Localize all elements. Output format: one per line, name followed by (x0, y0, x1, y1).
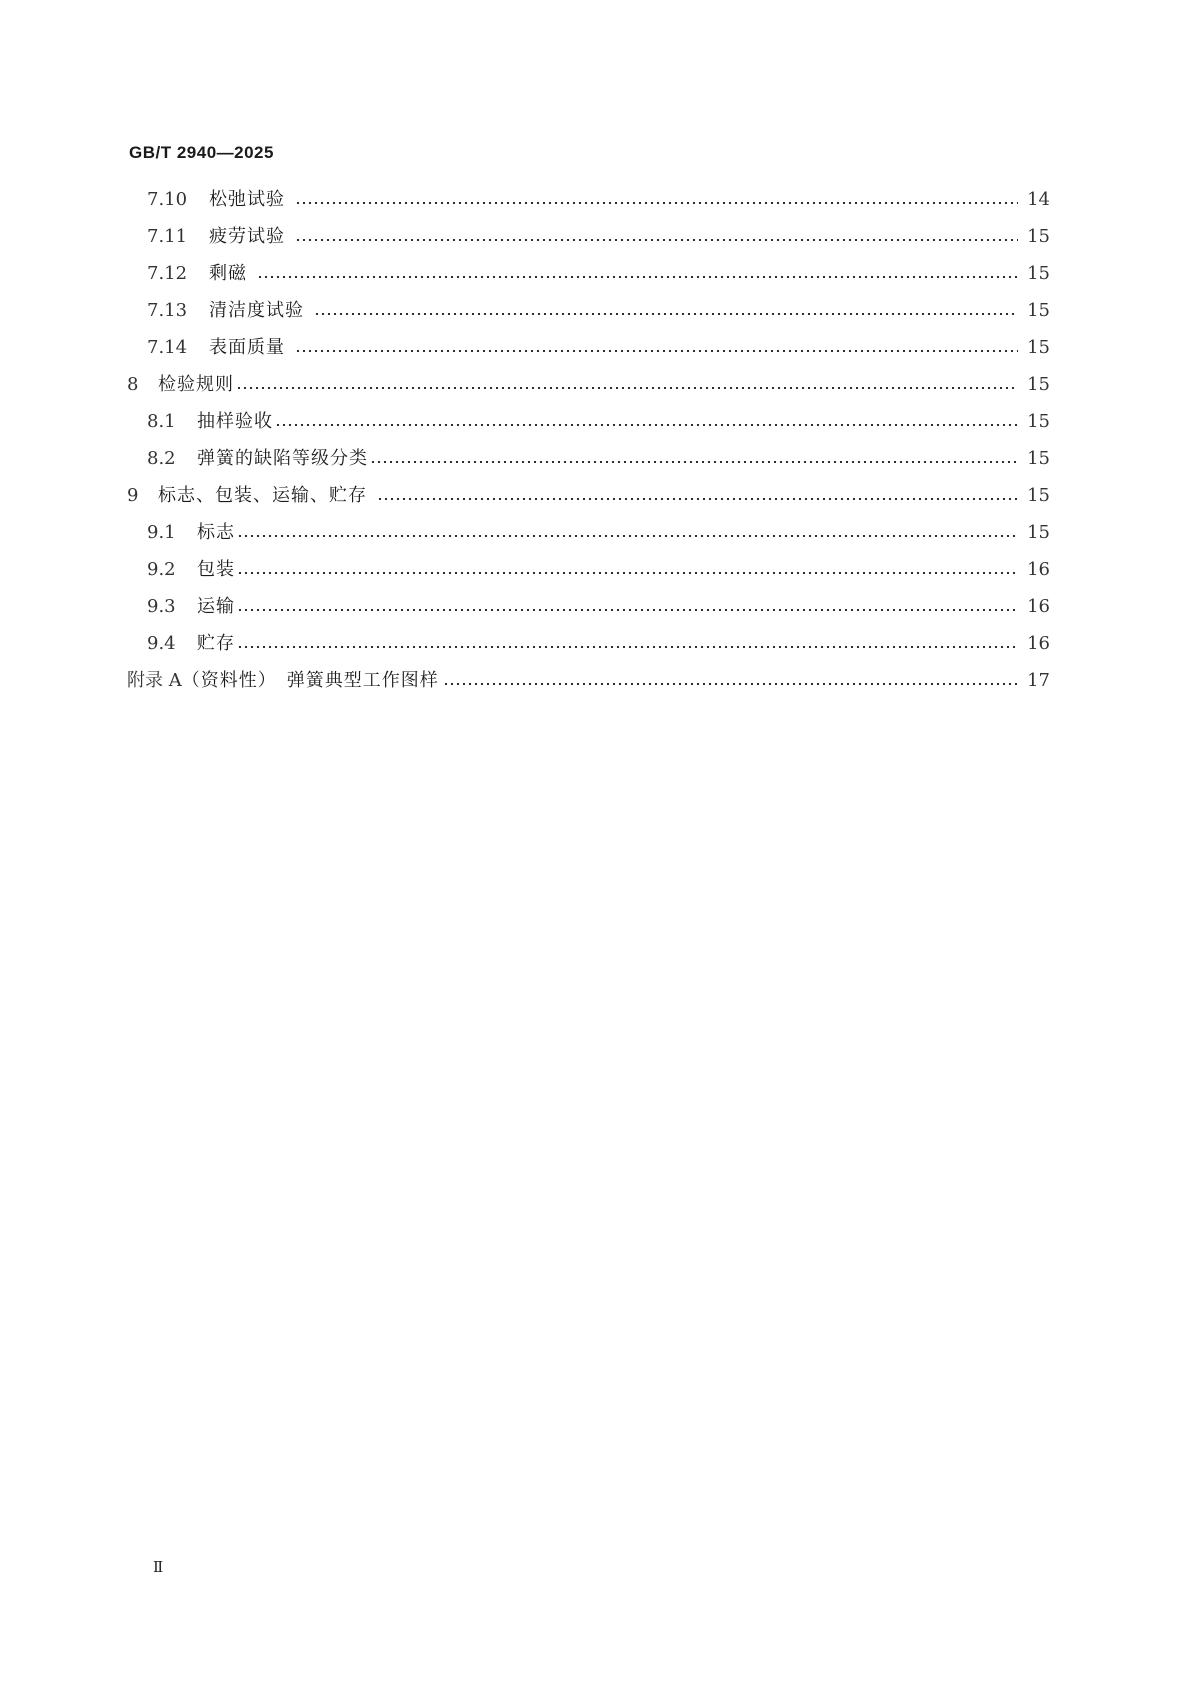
toc-page-number: 15 (1027, 337, 1050, 358)
toc-entry-7-12[interactable] (147, 260, 1050, 288)
toc-dot-leader (237, 535, 1018, 537)
toc-number: 9.1 (147, 522, 176, 543)
toc-entry-8-2[interactable] (147, 445, 1050, 473)
toc-dot-leader (237, 572, 1018, 574)
toc-title: 松弛试验 (209, 189, 285, 210)
toc-title: 标志 (197, 522, 235, 543)
toc-page-number: 17 (1027, 670, 1050, 691)
toc-title: 贮存 (197, 633, 235, 654)
toc-entry-9[interactable] (127, 482, 1050, 510)
toc-entry-9-4[interactable] (147, 630, 1050, 658)
toc-dot-leader (257, 276, 1018, 278)
toc-title: 运输 (197, 596, 235, 617)
toc-entry-7-11[interactable] (147, 223, 1050, 251)
toc-page-number: 15 (1027, 522, 1050, 543)
toc-entry-8-1[interactable] (147, 408, 1050, 436)
toc-entry-7-14[interactable] (147, 334, 1050, 362)
toc-dot-leader (443, 683, 1018, 685)
toc-entry-8[interactable] (127, 371, 1050, 399)
toc-entry-7-13[interactable] (147, 297, 1050, 325)
toc-entry-7-10[interactable] (147, 186, 1050, 214)
toc-number: 8.1 (147, 411, 176, 432)
toc-title: 抽样验收 (197, 411, 273, 432)
toc-number: 8.2 (147, 448, 176, 469)
toc-number: 7.13 (147, 300, 188, 321)
toc-title: 检验规则 (158, 374, 234, 395)
toc-number: 9 (127, 485, 139, 506)
toc-entry-appendix-a[interactable] (127, 667, 1050, 695)
toc-page-number: 16 (1027, 633, 1050, 654)
toc-entry-9-2[interactable] (147, 556, 1050, 584)
toc-dot-leader (314, 313, 1018, 315)
toc-title: 清洁度试验 (209, 300, 304, 321)
toc-number: 8 (127, 374, 139, 395)
toc-title: （资料性） 弹簧典型工作图样 (181, 670, 439, 691)
toc-title: 包装 (197, 559, 235, 580)
toc-dot-leader (236, 387, 1018, 389)
standard-code-header: GB/T 2940—2025 (129, 143, 274, 162)
toc-dot-leader (295, 350, 1018, 352)
toc-page-number: 15 (1027, 263, 1050, 284)
toc-title: 剩磁 (209, 263, 247, 284)
toc-page-number: 16 (1027, 559, 1050, 580)
toc-page-number: 15 (1027, 448, 1050, 469)
toc-dot-leader (275, 424, 1018, 426)
toc-entry-9-3[interactable] (147, 593, 1050, 621)
toc-page-number: 15 (1027, 411, 1050, 432)
page-number-footer: Ⅱ (153, 1558, 164, 1576)
table-of-contents (0, 0, 1191, 720)
toc-number: 9.3 (147, 596, 176, 617)
toc-number: 7.11 (147, 226, 188, 247)
toc-number: 7.12 (147, 263, 188, 284)
toc-page-number: 15 (1027, 374, 1050, 395)
toc-title: 标志、包装、运输、贮存 (158, 485, 367, 506)
toc-dot-leader (295, 202, 1018, 204)
toc-dot-leader (237, 609, 1018, 611)
toc-dot-leader (370, 461, 1018, 463)
toc-entry-9-1[interactable] (147, 519, 1050, 547)
toc-title: 疲劳试验 (209, 226, 285, 247)
toc-dot-leader (237, 646, 1018, 648)
toc-page-number: 15 (1027, 300, 1050, 321)
toc-dot-leader (295, 239, 1018, 241)
toc-number: 附录 A (127, 670, 182, 691)
toc-number: 7.14 (147, 337, 188, 358)
toc-number: 9.2 (147, 559, 176, 580)
toc-title: 弹簧的缺陷等级分类 (197, 448, 368, 469)
toc-page-number: 14 (1027, 189, 1050, 210)
toc-page-number: 15 (1027, 485, 1050, 506)
toc-number: 7.10 (147, 189, 188, 210)
toc-number: 9.4 (147, 633, 176, 654)
toc-page-number: 15 (1027, 226, 1050, 247)
toc-dot-leader (377, 498, 1018, 500)
toc-page-number: 16 (1027, 596, 1050, 617)
toc-title: 表面质量 (209, 337, 285, 358)
